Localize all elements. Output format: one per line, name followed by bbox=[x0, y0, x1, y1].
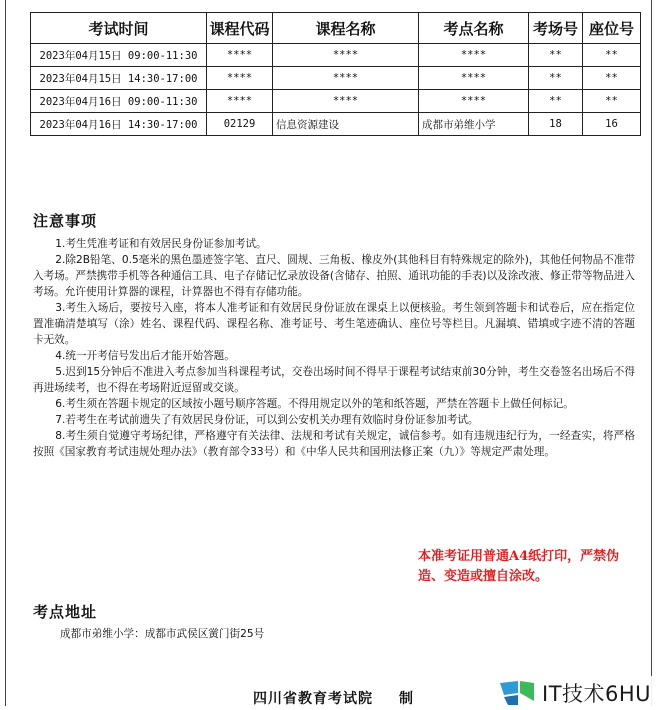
notice-item: 7.若考生在考试前遗失了有效居民身份证，可以到公安机关办理有效临时身份证参加考试。 bbox=[55, 414, 479, 426]
cell-course-name: 信息资源建设 bbox=[273, 113, 419, 136]
notice-item: 8.考生须自觉遵守考场纪律，严格遵守有关法律、法规和考试有关规定，诚信参考。如有违规违纪行为，一经查实，将严格按照《国家教育考试违规处理办法》（教育部令33号）和《中华人民共和国刑法修正案（九）》等规定严肃处理。 bbox=[33, 430, 635, 458]
watermark-text: IT技术6HU bbox=[542, 682, 652, 706]
cell-course-name: **** bbox=[273, 44, 419, 67]
col-course-name: 课程名称 bbox=[273, 13, 419, 44]
exam-schedule-table bbox=[30, 12, 641, 136]
venue-address: 成都市弟维小学：成都市武侯区黉门街25号 bbox=[60, 628, 265, 640]
cell-exam-time: 2023年04月16日 09:00-11:30 bbox=[31, 90, 207, 113]
address-title: 考点地址 bbox=[33, 603, 98, 621]
cell-course-code: **** bbox=[207, 44, 273, 67]
notice-item: 4.统一开考信号发出后才能开始答题。 bbox=[55, 350, 235, 362]
cell-venue-name: **** bbox=[419, 90, 529, 113]
cell-room-no: ** bbox=[529, 44, 583, 67]
cell-seat-no: 16 bbox=[583, 113, 641, 136]
cell-seat-no: ** bbox=[583, 90, 641, 113]
col-course-code: 课程代码 bbox=[207, 13, 273, 44]
notice-item: 6.考生须在答题卡规定的区域按小题号顺序答题。不得用规定以外的笔和纸答题，严禁在答题卡上做任何标记。 bbox=[55, 398, 574, 410]
cell-course-code: 02129 bbox=[207, 113, 273, 136]
cell-exam-time: 2023年04月15日 14:30-17:00 bbox=[31, 67, 207, 90]
notice-item: 2.除2B铅笔、0.5毫米的黑色墨迹签字笔、直尺、圆规、三角板、橡皮外(其他科目有特殊规定的除外)，其他任何物品不准带入考场。严禁携带手机等各种通信工具、电子存储记忆录放设备(含储存、拍照、通讯功能的手表)以及涂改液、修正带等物品进入考场。允许使用计算器的课程，计算器也不得有存储功能。 bbox=[33, 254, 635, 298]
cell-course-code: **** bbox=[207, 90, 273, 113]
issuer-line bbox=[253, 688, 414, 708]
cell-seat-no: ** bbox=[583, 44, 641, 67]
notice-item: 3.考生入场后，要按号入座，将本人准考证和有效居民身份证放在课桌上以便核验。考生领到答题卡和试卷后，应在指定位置准确清楚填写（涂）姓名、课程代码、课程名称、准考证号、考生笔迹确认、座位号等栏目。凡漏填、错填或字迹不清的答题卡无效。 bbox=[33, 302, 635, 346]
cell-course-code: **** bbox=[207, 67, 273, 90]
cell-seat-no: ** bbox=[583, 67, 641, 90]
col-room-no: 考场号 bbox=[529, 13, 583, 44]
notice-list bbox=[33, 236, 635, 460]
table-header-row bbox=[31, 13, 641, 44]
cell-venue-name: **** bbox=[419, 44, 529, 67]
cell-course-name: **** bbox=[273, 90, 419, 113]
table-row bbox=[31, 113, 641, 136]
cell-room-no: 18 bbox=[529, 113, 583, 136]
cell-exam-time: 2023年04月16日 14:30-17:00 bbox=[31, 113, 207, 136]
table-row bbox=[31, 67, 641, 90]
cell-exam-time: 2023年04月15日 09:00-11:30 bbox=[31, 44, 207, 67]
issuer-name: 四川省教育考试院 bbox=[253, 691, 373, 707]
issuer-suffix: 制 bbox=[399, 691, 414, 707]
table-row bbox=[31, 44, 641, 67]
notice-title: 注意事项 bbox=[33, 212, 98, 230]
cell-venue-name: 成都市弟维小学 bbox=[419, 113, 529, 136]
print-warning: 本准考证用普通A4纸打印，严禁伪造、变造或擅自涂改。 bbox=[418, 549, 620, 584]
table-row bbox=[31, 90, 641, 113]
col-exam-time: 考试时间 bbox=[31, 13, 207, 44]
watermark-logo-icon bbox=[498, 679, 536, 707]
notice-item: 5.迟到15分钟后不准进入考点参加当科课程考试，交卷出场时间不得早于课程考试结束前30分钟，考生交卷签名出场后不得再进场续考，也不得在考场附近逗留或交谈。 bbox=[33, 366, 635, 394]
cell-room-no: ** bbox=[529, 67, 583, 90]
col-seat-no: 座位号 bbox=[583, 13, 641, 44]
cell-venue-name: **** bbox=[419, 67, 529, 90]
cell-course-name: **** bbox=[273, 67, 419, 90]
watermark bbox=[498, 676, 661, 710]
cell-room-no: ** bbox=[529, 90, 583, 113]
notice-item: 1.考生凭准考证和有效居民身份证参加考试。 bbox=[55, 238, 267, 250]
col-venue-name: 考点名称 bbox=[419, 13, 529, 44]
